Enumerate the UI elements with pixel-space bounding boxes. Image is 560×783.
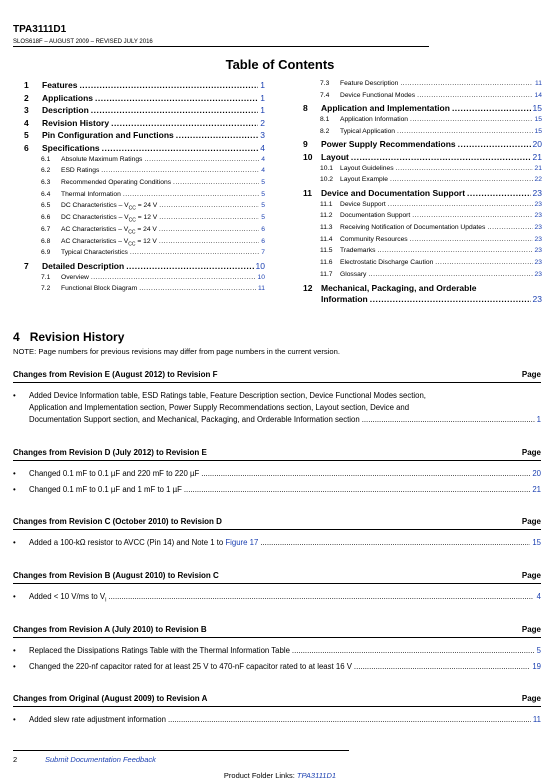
dot-leader bbox=[108, 591, 534, 603]
revision-item-page[interactable]: 5 bbox=[536, 646, 541, 655]
toc-entry-page[interactable]: 23 bbox=[534, 259, 542, 267]
bullet-icon: • bbox=[13, 391, 16, 400]
revision-item-text bbox=[29, 591, 541, 607]
toc-entry-label: Trademarks bbox=[340, 247, 376, 255]
toc-entry-label: Community Resources bbox=[340, 235, 408, 243]
toc-entry-page[interactable]: 1 bbox=[260, 92, 265, 103]
toc-entry-page[interactable]: 23 bbox=[534, 247, 542, 255]
revision-block-rule bbox=[13, 706, 541, 707]
toc-entry-label: Device Functional Modes bbox=[340, 91, 416, 99]
revision-block-rule bbox=[13, 382, 541, 383]
header-rule bbox=[13, 46, 429, 47]
revision-block-title: Changes from Revision A (July 2010) to Revision B bbox=[13, 625, 207, 634]
bullet-icon: • bbox=[13, 715, 16, 724]
toc-entry-number: 6.6 bbox=[41, 214, 51, 222]
revision-item-line bbox=[29, 537, 541, 549]
toc-entry-number: 5 bbox=[24, 130, 29, 141]
revision-block-rule bbox=[13, 460, 541, 461]
toc-dot-leader bbox=[123, 191, 259, 198]
toc-dot-leader bbox=[176, 130, 259, 140]
toc-entry-page[interactable]: 23 bbox=[532, 294, 542, 304]
toc-title: Table of Contents bbox=[225, 57, 335, 72]
toc-dot-leader bbox=[173, 179, 259, 186]
toc-entry-page[interactable]: 23 bbox=[532, 188, 542, 198]
toc-entry-label: Power Supply Recommendations bbox=[321, 139, 456, 150]
revision-block-title: Changes from Revision B (August 2010) to Revision C bbox=[13, 571, 219, 580]
footer-rule bbox=[13, 750, 349, 751]
revision-block-rule bbox=[13, 583, 541, 584]
toc-entry-page[interactable]: 4 bbox=[261, 155, 265, 163]
toc-entry-number: 4 bbox=[24, 117, 29, 128]
submit-feedback-link[interactable]: Submit Documentation Feedback bbox=[45, 755, 156, 764]
toc-entry-label: Thermal Information bbox=[61, 190, 121, 198]
toc-entry-page[interactable]: 23 bbox=[534, 235, 542, 243]
revision-item-line bbox=[29, 645, 541, 657]
revision-item-line-text: Changed 0.1 mF to 0.1 µF and 220 mF to 220 µF bbox=[29, 469, 200, 478]
toc-entry-page[interactable]: 2 bbox=[260, 117, 265, 128]
toc-entry-page[interactable]: 6 bbox=[261, 225, 265, 233]
toc-entry-page[interactable]: 22 bbox=[534, 176, 542, 184]
toc-entry-number: 6.4 bbox=[41, 190, 51, 198]
revision-item-line bbox=[29, 661, 541, 673]
toc-entry-label: Layout Guidelines bbox=[340, 164, 394, 172]
bullet-icon: • bbox=[13, 592, 16, 601]
revision-item-line bbox=[29, 591, 541, 607]
toc-dot-leader bbox=[144, 156, 259, 163]
toc-entry[interactable] bbox=[320, 201, 542, 212]
toc-dot-leader bbox=[396, 165, 533, 172]
toc-entry-number: 10 bbox=[303, 152, 313, 162]
toc-entry-number: 2 bbox=[24, 92, 29, 103]
dot-leader bbox=[184, 484, 530, 496]
revision-item-page[interactable]: 1 bbox=[536, 415, 541, 424]
toc-entry-page[interactable]: 6 bbox=[261, 237, 265, 245]
toc-entry[interactable] bbox=[24, 143, 265, 155]
revision-note: NOTE: Page numbers for previous revisions may differ from page numbers in the current version. bbox=[13, 347, 340, 356]
toc-dot-leader bbox=[377, 247, 532, 254]
toc-entry-number: 10.1 bbox=[320, 164, 334, 172]
toc-dot-leader bbox=[487, 224, 532, 231]
toc-entry-label: Absolute Maximum Ratings bbox=[61, 155, 143, 163]
page-column-header: Page bbox=[521, 625, 541, 634]
toc-dot-leader bbox=[388, 201, 533, 208]
toc-entry-label: DC Characteristics – $V_{CC} = 24$ V bbox=[61, 202, 158, 212]
revision-item-line: Added Device Information table, ESD Ratings table, Feature Description section, Device Functional Modes section, bbox=[29, 391, 426, 400]
toc-dot-leader bbox=[410, 116, 533, 123]
toc-entry-number: 11 bbox=[303, 188, 312, 198]
toc-entry-label: Applications bbox=[42, 92, 94, 103]
toc-dot-leader bbox=[370, 294, 531, 304]
revision-item-line bbox=[29, 484, 541, 496]
revision-item-text bbox=[29, 390, 541, 426]
toc-entry-page[interactable]: 5 bbox=[261, 214, 265, 222]
product-folder-label: Product Folder Links: bbox=[223, 771, 297, 780]
toc-entry-label: Glossary bbox=[340, 270, 367, 278]
page-column-header: Page bbox=[521, 571, 541, 580]
toc-dot-leader bbox=[458, 139, 531, 149]
toc-entry-number: 8.2 bbox=[320, 127, 330, 135]
subscript: I bbox=[105, 597, 107, 604]
bullet-icon: • bbox=[13, 646, 16, 655]
toc-entry-page[interactable]: 23 bbox=[534, 224, 542, 231]
toc-entry-label: Typical Characteristics bbox=[61, 249, 128, 257]
toc-entry-page[interactable]: 4 bbox=[260, 143, 265, 153]
toc-entry-label: Application and Implementation bbox=[321, 103, 450, 114]
toc-entry[interactable] bbox=[41, 191, 265, 202]
toc-entry[interactable] bbox=[24, 93, 265, 105]
toc-entry-label: Device and Documentation Support bbox=[321, 188, 466, 198]
revision-block-title: Changes from Revision E (August 2012) to Revision F bbox=[13, 370, 218, 379]
toc-entry[interactable] bbox=[320, 247, 542, 258]
revision-item-line-text: Changed the 220-nf capacitor rated for at least 25 V to 470-nF capacitor rated to at least 16 V bbox=[29, 662, 352, 671]
toc-dot-leader bbox=[91, 274, 256, 281]
toc-dot-leader bbox=[130, 249, 259, 256]
toc-entry-page[interactable]: 5 bbox=[261, 179, 265, 186]
toc-entry-label: Mechanical, Packaging, and Orderable bbox=[321, 283, 477, 293]
toc-entry-number: 6.3 bbox=[41, 179, 51, 186]
revision-block-rule bbox=[13, 637, 541, 638]
toc-entry-label: Layout Example bbox=[340, 176, 388, 184]
revision-item-page[interactable]: 19 bbox=[532, 662, 541, 671]
toc-dot-leader bbox=[91, 105, 259, 115]
revision-block-title: Changes from Original (August 2009) to Revision A bbox=[13, 694, 208, 703]
revision-block-heading bbox=[13, 625, 541, 634]
revision-item-text bbox=[29, 714, 541, 726]
toc-entry-number: 7 bbox=[24, 260, 29, 271]
revision-block-title: Changes from Revision C (October 2010) to Revision D bbox=[13, 517, 222, 526]
toc-dot-leader bbox=[159, 202, 259, 209]
revision-item-page[interactable]: 15 bbox=[532, 538, 541, 547]
toc-entry-page[interactable]: 5 bbox=[261, 202, 265, 210]
revision-item-line bbox=[29, 414, 541, 426]
toc-entry-number: 7.4 bbox=[320, 91, 330, 99]
revision-block-heading bbox=[13, 694, 541, 703]
toc-entry-page[interactable]: 1 bbox=[260, 80, 265, 90]
toc-entry-label: Device Support bbox=[340, 200, 386, 208]
toc-entry-page[interactable]: 15 bbox=[532, 103, 542, 114]
revision-item-text bbox=[29, 484, 541, 496]
toc-entry-label: ESD Ratings bbox=[61, 167, 100, 175]
toc-entry-page[interactable]: 3 bbox=[260, 130, 265, 141]
toc-entry[interactable] bbox=[41, 238, 265, 249]
toc-entry-number: 11.3 bbox=[320, 224, 333, 231]
toc-entry[interactable] bbox=[41, 285, 265, 296]
revision-item-page[interactable]: 21 bbox=[532, 485, 541, 494]
part-number: TPA3111D1 bbox=[13, 24, 67, 35]
page-column-header: Page bbox=[521, 694, 541, 703]
toc-entry[interactable] bbox=[41, 274, 265, 285]
toc-entry-label: Pin Configuration and Functions bbox=[42, 130, 174, 141]
revision-item-line-text: Added a 100-kΩ resistor to AVCC (Pin 14) and Note 1 to Figure 17 bbox=[29, 538, 259, 547]
toc-entry-label: Receiving Notification of Documentation Updates bbox=[340, 224, 486, 231]
toc-entry-number: 6.2 bbox=[41, 167, 51, 175]
product-folder-links bbox=[0, 771, 560, 780]
toc-entry-page[interactable]: 14 bbox=[534, 91, 542, 99]
toc-entry-page[interactable]: 23 bbox=[534, 270, 542, 278]
toc-dot-leader bbox=[159, 214, 259, 221]
revision-item-line-text: Documentation Support section, and Mechanical, Packaging, and Orderable Information section bbox=[29, 415, 360, 424]
toc-entry-number: 3 bbox=[24, 105, 29, 116]
toc-dot-leader bbox=[452, 103, 531, 113]
revision-item-text bbox=[29, 661, 541, 673]
revision-item-line bbox=[29, 714, 541, 726]
toc-dot-leader bbox=[410, 236, 533, 243]
toc-entry-number: 6.5 bbox=[41, 202, 51, 210]
toc-entry-label: Overview bbox=[61, 273, 89, 281]
toc-entry[interactable] bbox=[41, 249, 265, 260]
toc-dot-leader bbox=[400, 80, 533, 87]
toc-entry-label: AC Characteristics – $V_{CC} = 12$ V bbox=[61, 237, 157, 247]
toc-dot-leader bbox=[390, 176, 533, 183]
toc-entry-number: 6 bbox=[24, 143, 29, 153]
product-folder-link[interactable]: TPA3111D1 bbox=[296, 771, 337, 780]
toc-entry-page[interactable]: 21 bbox=[532, 152, 542, 162]
toc-dot-leader bbox=[159, 226, 259, 233]
page-column-header: Page bbox=[521, 448, 541, 457]
toc-entry-label: DC Characteristics – $V_{CC} = 12$ V bbox=[61, 214, 158, 224]
toc-entry-label: Detailed Description bbox=[42, 260, 125, 271]
toc-dot-leader bbox=[417, 92, 532, 99]
toc-entry-label: Description bbox=[42, 105, 89, 116]
toc-entry[interactable] bbox=[41, 226, 265, 237]
toc-entry-page[interactable]: 15 bbox=[534, 116, 542, 123]
toc-entry-label: Functional Block Diagram bbox=[61, 285, 138, 293]
toc-entry-page[interactable]: 10 bbox=[257, 273, 265, 281]
toc-entry-page[interactable]: 23 bbox=[534, 200, 542, 208]
toc-entry-page[interactable]: 20 bbox=[532, 139, 542, 150]
toc-dot-leader bbox=[397, 128, 533, 135]
toc-entry-page[interactable]: 11 bbox=[535, 80, 542, 87]
revision-block-rule bbox=[13, 529, 541, 530]
toc-entry-number: 6.1 bbox=[41, 155, 51, 163]
toc-dot-leader bbox=[95, 93, 258, 103]
toc-dot-leader bbox=[351, 152, 531, 162]
dot-leader bbox=[354, 661, 530, 673]
toc-entry[interactable] bbox=[320, 236, 542, 247]
toc-entry[interactable] bbox=[24, 105, 265, 117]
revision-block-heading bbox=[13, 370, 541, 379]
toc-dot-leader bbox=[126, 261, 253, 271]
toc-entry-number: 11.4 bbox=[320, 235, 333, 243]
revision-block-title: Changes from Revision D (July 2012) to Revision E bbox=[13, 448, 207, 457]
bullet-icon: • bbox=[13, 538, 16, 547]
toc-entry-number: 9 bbox=[303, 139, 308, 150]
section-title: Revision History bbox=[29, 330, 125, 344]
toc-entry[interactable] bbox=[320, 259, 542, 270]
toc-dot-leader bbox=[139, 285, 256, 292]
toc-entry-number: 11.7 bbox=[320, 270, 333, 278]
dot-leader bbox=[292, 645, 535, 657]
toc-entry[interactable] bbox=[24, 261, 265, 273]
dot-leader bbox=[362, 414, 535, 426]
bullet-icon: • bbox=[13, 662, 16, 671]
toc-entry[interactable] bbox=[41, 214, 265, 225]
document-line: SLOS618F – AUGUST 2009 – REVISED JULY 2016 bbox=[13, 39, 153, 45]
toc-entry[interactable] bbox=[320, 224, 542, 235]
toc-entry-number: 12 bbox=[303, 283, 313, 293]
toc-entry-page[interactable]: 21 bbox=[534, 164, 542, 172]
toc-entry[interactable] bbox=[303, 139, 542, 151]
toc-dot-leader bbox=[368, 271, 532, 278]
revision-block-heading bbox=[13, 517, 541, 526]
toc-entry-number: 11.5 bbox=[320, 247, 333, 255]
toc-dot-leader bbox=[159, 238, 259, 245]
toc-entry-number: 7.2 bbox=[41, 285, 51, 293]
toc-entry-number: 11.1 bbox=[320, 200, 333, 208]
revision-item-text bbox=[29, 645, 541, 657]
toc-entry[interactable] bbox=[320, 116, 542, 127]
toc-entry-number: 7.1 bbox=[41, 273, 51, 281]
revision-block-heading bbox=[13, 448, 541, 457]
toc-entry-label: Application Information bbox=[340, 116, 409, 123]
toc-entry-label: Typical Application bbox=[340, 127, 396, 135]
toc-entry[interactable] bbox=[320, 271, 542, 282]
dot-leader bbox=[168, 714, 531, 726]
toc-entry[interactable] bbox=[24, 130, 265, 142]
bullet-icon: • bbox=[13, 485, 16, 494]
revision-item-page[interactable]: 4 bbox=[536, 592, 541, 601]
toc-entry[interactable] bbox=[320, 128, 542, 139]
revision-block-heading bbox=[13, 571, 541, 580]
dot-leader bbox=[201, 468, 530, 480]
figure-link[interactable]: Figure 17 bbox=[225, 538, 259, 547]
toc-entry[interactable] bbox=[24, 80, 265, 92]
revision-item-line-text: Replaced the Dissipations Ratings Table with the Thermal Information Table bbox=[29, 646, 290, 655]
toc-entry-page[interactable]: 4 bbox=[261, 167, 265, 175]
toc-dot-leader bbox=[467, 188, 530, 198]
revision-item-text bbox=[29, 468, 541, 480]
toc-entry[interactable] bbox=[303, 152, 542, 164]
toc-entry-label: Documentation Support bbox=[340, 212, 411, 220]
toc-entry-number: 6.9 bbox=[41, 249, 51, 257]
toc-entry-label: Features bbox=[42, 80, 78, 90]
toc-entry-label: Information bbox=[321, 294, 368, 304]
toc-dot-leader bbox=[412, 212, 532, 219]
toc-entry-page[interactable]: 15 bbox=[534, 127, 542, 135]
toc-entry[interactable] bbox=[24, 118, 265, 130]
revision-item-line: Application and Implementation section, Power Supply Recommendations section, Layout section, Device and bbox=[29, 403, 410, 412]
toc-entry-number: 8.1 bbox=[320, 116, 330, 123]
toc-entry-page[interactable]: 5 bbox=[261, 190, 265, 198]
toc-entry-page[interactable]: 23 bbox=[534, 212, 542, 220]
toc-dot-leader bbox=[102, 143, 259, 153]
toc-dot-leader bbox=[111, 118, 258, 128]
page-column-header: Page bbox=[521, 517, 541, 526]
toc-entry-number: 11.6 bbox=[320, 259, 333, 267]
revision-item-line bbox=[29, 468, 541, 480]
toc-entry-label: Electrostatic Discharge Caution bbox=[340, 259, 434, 267]
toc-entry[interactable] bbox=[303, 188, 542, 200]
toc-entry-number: 8 bbox=[303, 103, 308, 114]
toc-entry[interactable] bbox=[320, 165, 542, 176]
page-column-header: Page bbox=[521, 370, 541, 379]
revision-item-line-text: Added < 10 V/ms to $V_I$ bbox=[29, 592, 107, 604]
toc-entry-label: Specifications bbox=[42, 143, 100, 153]
revision-history-heading bbox=[13, 330, 124, 344]
toc-entry[interactable] bbox=[320, 176, 542, 187]
toc-entry-page[interactable]: 7 bbox=[261, 249, 265, 257]
toc-entry-number: 11.2 bbox=[320, 212, 333, 220]
revision-item-text bbox=[29, 537, 541, 549]
toc-entry-number: 1 bbox=[24, 80, 29, 90]
toc-entry[interactable] bbox=[41, 156, 265, 167]
toc-entry-label: Revision History bbox=[42, 117, 110, 128]
toc-entry-label: Recommended Operating Conditions bbox=[61, 179, 172, 186]
toc-entry-label: AC Characteristics – $V_{CC} = 24$ V bbox=[61, 225, 157, 236]
toc-entry[interactable] bbox=[41, 202, 265, 213]
toc-entry-page[interactable]: 1 bbox=[260, 105, 265, 116]
toc-dot-leader bbox=[101, 167, 259, 174]
toc-entry[interactable] bbox=[41, 179, 265, 190]
section-number: 4 bbox=[13, 330, 20, 344]
bullet-icon: • bbox=[13, 469, 16, 478]
revision-item-page[interactable]: 20 bbox=[532, 469, 541, 478]
toc-entry[interactable] bbox=[303, 103, 542, 115]
toc-entry[interactable] bbox=[320, 80, 542, 91]
toc-entry-label: Feature Description bbox=[340, 80, 399, 87]
toc-entry-label: Layout bbox=[321, 152, 349, 162]
toc-entry-continuation[interactable] bbox=[321, 294, 542, 306]
toc-entry-page[interactable]: 10 bbox=[255, 260, 265, 271]
revision-item-page[interactable]: 11 bbox=[532, 715, 541, 724]
toc-entry-number: 7.3 bbox=[320, 80, 330, 87]
toc-dot-leader bbox=[435, 259, 532, 266]
toc-entry[interactable] bbox=[320, 92, 542, 103]
toc-entry[interactable] bbox=[41, 167, 265, 178]
toc-entry-page[interactable]: 11 bbox=[258, 285, 265, 293]
toc-entry-number: 6.7 bbox=[41, 225, 51, 233]
toc-dot-leader bbox=[79, 80, 258, 90]
toc-entry-number: 6.8 bbox=[41, 237, 51, 245]
revision-item bbox=[13, 390, 541, 426]
dot-leader bbox=[260, 537, 530, 549]
revision-item-line-text: Added slew rate adjustment information bbox=[29, 715, 166, 724]
toc-entry[interactable] bbox=[320, 212, 542, 223]
toc-entry-number: 10.2 bbox=[320, 176, 334, 184]
revision-item-line-text: Changed 0.1 mF to 0.1 µF and 1 mF to 1 µF bbox=[29, 485, 182, 494]
footer-page-number: 2 bbox=[13, 755, 18, 764]
